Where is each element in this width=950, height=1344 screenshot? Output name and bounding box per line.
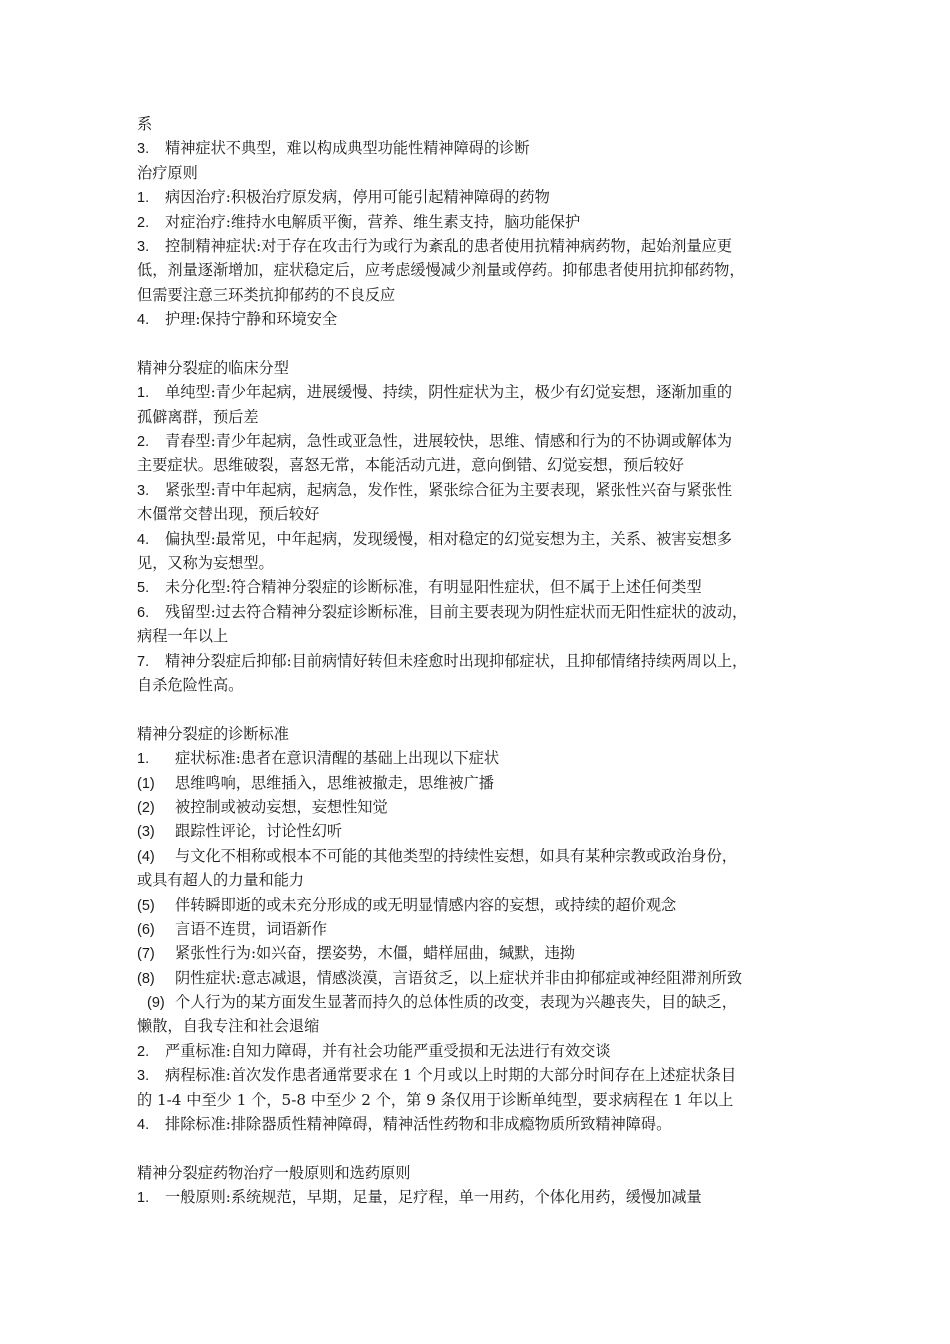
list-item	[137, 990, 837, 1014]
list-marker: 3.	[137, 141, 150, 158]
text-line	[137, 283, 837, 307]
list-item-text: 对症治疗:维持水电解质平衡，营养、维生素支持，脑功能保护	[165, 212, 581, 231]
text-line	[137, 1088, 837, 1112]
list-marker: 4.	[137, 531, 150, 548]
list-marker: 1.	[137, 1190, 150, 1207]
list-item	[137, 234, 837, 258]
list-item-text: 伴转瞬即逝的或未充分形成的或无明显情感内容的妄想，或持续的超价观念	[175, 895, 677, 914]
list-marker: (4)	[137, 848, 155, 865]
text-line	[137, 112, 837, 136]
list-marker: 2.	[137, 214, 150, 231]
list-item-text: 紧张性行为:如兴奋，摆姿势，木僵，蜡样屈曲，缄默，违拗	[175, 944, 575, 963]
list-item-text: 一般原则:系统规范，早期，足量，足疗程，单一用药，个体化用药，缓慢加减量	[165, 1188, 702, 1207]
list-item-text: 跟踪性评论，讨论性幻听	[175, 822, 343, 841]
list-item	[137, 1185, 837, 1209]
line-text: 自杀危险性高。	[137, 675, 244, 694]
list-item	[137, 746, 837, 770]
text-line	[137, 624, 837, 648]
list-item-text: 青春型:青少年起病，急性或亚急性，进展较快，思维、情感和行为的不协调或解体为	[165, 432, 733, 451]
text-line	[137, 502, 837, 526]
list-marker: 2.	[137, 434, 150, 451]
line-text: 主要症状。思维破裂，喜怒无常，本能活动亢进，意向倒错、幻觉妄想，预后较好	[137, 456, 684, 475]
text-line	[137, 551, 837, 575]
list-marker: 2.	[137, 1043, 150, 1060]
text-line	[137, 868, 837, 892]
list-item-text: 病程标准:首次发作患者通常要求在 1 个月或以上时期的大部分时间存在上述症状条目	[165, 1066, 737, 1085]
list-item	[137, 844, 837, 868]
list-marker: (2)	[137, 799, 155, 816]
text-line	[137, 258, 837, 282]
list-item-text: 思维鸣响，思维插入，思维被撤走，思维被广播	[175, 773, 494, 792]
list-item	[137, 1112, 837, 1136]
text-line	[137, 356, 837, 380]
list-item-text: 控制精神症状:对于存在攻击行为或行为紊乱的患者使用抗精神病药物，起始剂量应更	[165, 236, 733, 255]
list-item-text: 症状标准:患者在意识清醒的基础上出现以下症状	[175, 749, 500, 768]
list-item-text: 紧张型:青中年起病，起病急，发作性，紧张综合征为主要表现，紧张性兴奋与紧张性	[165, 480, 733, 499]
list-marker: 7.	[137, 653, 150, 670]
text-line	[137, 161, 837, 185]
line-text: 的 1-4 中至少 1 个，5-8 中至少 2 个，第 9 条仅用于诊断单纯型，要求病程在 1 年以上	[137, 1090, 734, 1109]
list-item	[137, 210, 837, 234]
list-item-text: 精神症状不典型，难以构成典型功能性精神障碍的诊断	[165, 139, 530, 158]
list-item	[137, 527, 837, 551]
list-item	[137, 771, 837, 795]
list-item	[137, 307, 837, 331]
list-item-text: 被控制或被动妄想，妄想性知觉	[175, 797, 388, 816]
list-item-text: 严重标准:自知力障碍，并有社会功能严重受损和无法进行有效交谈	[165, 1041, 611, 1060]
line-text: 系	[137, 115, 153, 133]
list-item-text: 精神分裂症后抑郁:目前病情好转但未痊愈时出现抑郁症状，且抑郁情绪持续两周以上，	[165, 651, 748, 670]
list-marker: 1.	[137, 385, 150, 402]
list-item	[137, 600, 837, 624]
text-line	[137, 453, 837, 477]
list-marker: 6.	[137, 604, 150, 621]
list-item	[137, 1063, 837, 1087]
list-marker: (5)	[137, 897, 155, 914]
list-item	[137, 819, 837, 843]
list-item	[137, 795, 837, 819]
list-marker: 4.	[137, 312, 150, 329]
list-item	[137, 649, 837, 673]
list-item	[137, 478, 837, 502]
list-marker: 1.	[137, 190, 150, 207]
list-item-text: 残留型:过去符合精神分裂症诊断标准，目前主要表现为阴性症状而无阳性症状的波动，	[165, 602, 748, 621]
list-item	[137, 185, 837, 209]
list-item	[137, 1039, 837, 1063]
list-item-text: 与文化不相称或根本不可能的其他类型的持续性妄想，如具有某种宗教或政治身份，	[175, 846, 737, 865]
list-item	[137, 575, 837, 599]
list-item	[137, 136, 837, 160]
list-marker: 3.	[137, 238, 150, 255]
line-text: 精神分裂症的诊断标准	[137, 724, 289, 743]
list-item	[137, 941, 837, 965]
list-item-text: 个人行为的某方面发生显著而持久的总体性质的改变，表现为兴趣丧失，目的缺乏，	[175, 993, 737, 1012]
list-item-text: 阴性症状:意志减退，情感淡漠，言语贫乏，以上症状并非由抑郁症或神经阻滞剂所致	[175, 968, 743, 987]
list-marker: (1)	[137, 775, 155, 792]
list-item-text: 未分化型:符合精神分裂症的诊断标准，有明显阳性症状，但不属于上述任何类型	[165, 578, 702, 597]
list-marker: 3.	[137, 482, 150, 499]
line-text: 见，又称为妄想型。	[137, 554, 274, 573]
text-line	[137, 673, 837, 697]
list-item	[137, 917, 837, 941]
list-item	[137, 966, 837, 990]
line-text: 治疗原则	[137, 163, 198, 182]
list-item	[137, 380, 837, 404]
paragraph-gap	[137, 1136, 837, 1160]
list-item-text: 言语不连贯，词语新作	[175, 919, 327, 938]
line-text: 懒散，自我专注和社会退缩	[137, 1017, 320, 1036]
list-item-text: 排除标准:排除器质性精神障碍，精神活性药物和非成瘾物质所致精神障碍。	[165, 1115, 672, 1134]
list-marker: 5.	[137, 580, 150, 597]
list-item-text: 病因治疗:积极治疗原发病，停用可能引起精神障碍的药物	[165, 188, 550, 207]
list-marker: (9)	[147, 995, 165, 1012]
text-line	[137, 1014, 837, 1038]
list-marker: (6)	[137, 921, 155, 938]
line-text: 但需要注意三环类抗抑郁药的不良反应	[137, 285, 396, 304]
list-item	[137, 893, 837, 917]
line-text: 精神分裂症的临床分型	[137, 358, 289, 377]
paragraph-gap	[137, 697, 837, 721]
line-text: 木僵常交替出现，预后较好	[137, 505, 320, 524]
paragraph-gap	[137, 332, 837, 356]
list-marker: 4.	[137, 1117, 150, 1134]
text-line	[137, 722, 837, 746]
line-text: 低，剂量逐渐增加，症状稳定后，应考虑缓慢减少剂量或停药。抑郁患者使用抗抑郁药物，	[137, 261, 745, 280]
line-text: 孤僻离群，预后差	[137, 407, 259, 426]
list-item-text: 单纯型:青少年起病，进展缓慢、持续，阴性症状为主，极少有幻觉妄想，逐渐加重的	[165, 383, 733, 402]
text-line	[137, 1161, 837, 1185]
list-marker: (7)	[137, 946, 155, 963]
list-item-text: 偏执型:最常见，中年起病，发现缓慢，相对稳定的幻觉妄想为主，关系、被害妄想多	[165, 529, 733, 548]
document-page	[137, 112, 837, 1210]
text-line	[137, 405, 837, 429]
list-marker: 3.	[137, 1068, 150, 1085]
line-text: 或具有超人的力量和能力	[137, 871, 305, 890]
list-item	[137, 429, 837, 453]
list-marker: (8)	[137, 970, 155, 987]
line-text: 病程一年以上	[137, 627, 229, 646]
list-item-text: 护理:保持宁静和环境安全	[165, 310, 338, 329]
list-marker: 1.	[137, 751, 150, 768]
list-marker: (3)	[137, 824, 155, 841]
line-text: 精神分裂症药物治疗一般原则和选药原则	[137, 1163, 411, 1182]
